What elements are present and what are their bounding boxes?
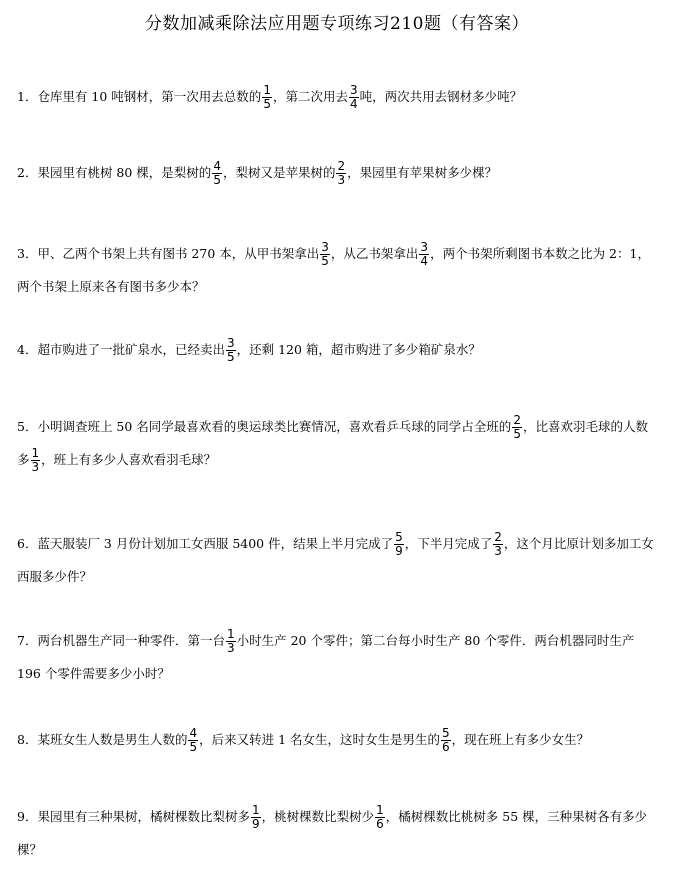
- fraction-numerator: 2: [513, 413, 521, 427]
- fraction: [262, 84, 272, 111]
- problem-text: 某班女生人数是男生人数的: [37, 732, 188, 747]
- fraction: [493, 531, 503, 558]
- problem-line: [17, 80, 665, 113]
- problem-text: ，班上有多少人喜欢看羽毛球？: [41, 452, 217, 467]
- fraction: [31, 447, 41, 474]
- problem-line: [17, 833, 665, 866]
- problem-text: 小时生产 20 个零件；第二台每小时生产 80 个零件．两台机器同时生产: [236, 633, 635, 648]
- document-title: 分数加减乘除法应用题专项练习210题（有答案）: [145, 14, 529, 34]
- problem-4: [17, 333, 665, 366]
- fraction-denominator: 3: [337, 173, 346, 187]
- problem-number: 1．: [17, 89, 38, 104]
- problem-text: ，现在班上有多少女生？: [451, 732, 590, 747]
- fraction-denominator: 3: [494, 544, 502, 558]
- problem-3: [17, 237, 665, 303]
- problem-text: ，从乙书架拿出: [330, 246, 419, 261]
- fraction-numerator: 1: [263, 83, 271, 97]
- problem-line: [17, 237, 665, 270]
- problem-5: [17, 410, 665, 476]
- problem-line: [17, 156, 665, 189]
- problem-text: 两台机器生产同一种零件．第一台: [37, 633, 225, 648]
- problem-text: ，桃树棵数比梨树少: [261, 809, 375, 824]
- fraction-numerator: 5: [442, 726, 450, 740]
- problem-line: [17, 410, 665, 443]
- fraction-denominator: 5: [513, 427, 521, 441]
- fraction-denominator: 9: [251, 817, 260, 831]
- fraction-denominator: 5: [226, 350, 235, 364]
- fraction-numerator: 2: [337, 159, 346, 173]
- problem-line: [17, 723, 665, 756]
- problem-text: ，两个书架所剩图书本数之比为 2：1，: [430, 246, 650, 261]
- fraction: [441, 727, 451, 754]
- problem-1: [17, 80, 665, 113]
- fraction: [226, 337, 236, 364]
- problem-text: ，这个月比原计划多加工女: [503, 536, 654, 551]
- fraction-denominator: 3: [226, 641, 235, 655]
- fraction: [394, 531, 404, 558]
- fraction: [419, 241, 429, 268]
- fraction-denominator: 6: [376, 817, 384, 831]
- problem-text: ，橘树棵数比桃树多 55 棵，三种果树各有多少: [385, 809, 648, 824]
- problem-text: 甲、乙两个书架上共有图书 270 本，从甲书架拿出: [37, 246, 320, 261]
- problem-7: [17, 624, 665, 690]
- fraction-numerator: 4: [213, 159, 221, 173]
- fraction-numerator: 1: [226, 627, 235, 641]
- problem-number: 2．: [17, 165, 38, 180]
- problem-number: 5．: [17, 419, 38, 434]
- problem-text: 196 个零件需要多少小时？: [17, 666, 170, 681]
- problem-text: ，梨树又是苹果树的: [222, 165, 336, 180]
- problem-line: [17, 800, 665, 833]
- problem-text: 吨，两次共用去钢材多少吨？: [359, 89, 523, 104]
- problem-text: 超市购进了一批矿泉水，已经卖出: [37, 342, 225, 357]
- fraction-numerator: 5: [395, 530, 403, 544]
- problem-line: [17, 657, 665, 690]
- problem-line: [17, 333, 665, 366]
- problem-2: [17, 156, 665, 189]
- problem-number: 8．: [17, 732, 38, 747]
- problem-text: ，第二次用去: [272, 89, 348, 104]
- fraction: [251, 804, 261, 831]
- fraction-numerator: 1: [31, 446, 40, 460]
- fraction-denominator: 9: [395, 544, 403, 558]
- fraction-denominator: 4: [420, 254, 429, 268]
- problem-text: ，还剩 120 箱，超市购进了多少箱矿泉水？: [236, 342, 481, 357]
- problem-9: [17, 800, 665, 866]
- problem-line: [17, 624, 665, 657]
- fraction: [226, 628, 236, 655]
- problem-6: [17, 527, 665, 593]
- problem-8: [17, 723, 665, 756]
- fraction-numerator: 1: [376, 803, 384, 817]
- problem-text: 两个书架上原来各有图书多少本？: [17, 279, 205, 294]
- problem-text: ，比喜欢羽毛球的人数: [522, 419, 648, 434]
- fraction-denominator: 4: [349, 97, 358, 111]
- problem-text: ，果园里有苹果树多少棵？: [347, 165, 498, 180]
- problem-text: ，下半月完成了: [404, 536, 493, 551]
- fraction: [212, 160, 222, 187]
- problem-line: [17, 527, 665, 560]
- fraction: [188, 727, 198, 754]
- fraction: [336, 160, 346, 187]
- problem-text: 棵？: [17, 842, 43, 857]
- fraction-numerator: 3: [349, 83, 358, 97]
- fraction-numerator: 1: [251, 803, 260, 817]
- problem-text: 果园里有三种果树，橘树棵数比梨树多: [37, 809, 250, 824]
- problem-text: 多: [17, 452, 30, 467]
- fraction-denominator: 5: [189, 740, 198, 754]
- fraction-numerator: 2: [494, 530, 502, 544]
- problem-line: [17, 443, 665, 476]
- problem-text: 仓库里有 10 吨钢材，第一次用去总数的: [37, 89, 262, 104]
- problem-text: 蓝天服装厂 3 月份计划加工女西服 5400 件，结果上半月完成了: [37, 536, 394, 551]
- problem-text: 果园里有桃树 80 棵，是梨树的: [37, 165, 212, 180]
- problem-text: ，后来又转进 1 名女生，这时女生是男生的: [199, 732, 441, 747]
- fraction-numerator: 4: [189, 726, 198, 740]
- problem-number: 4．: [17, 342, 38, 357]
- problem-number: 3．: [17, 246, 38, 261]
- fraction: [512, 414, 522, 441]
- fraction-denominator: 3: [31, 460, 40, 474]
- fraction: [320, 241, 330, 268]
- fraction-denominator: 5: [321, 254, 329, 268]
- fraction-denominator: 5: [263, 97, 271, 111]
- problem-line: [17, 270, 665, 303]
- fraction-numerator: 3: [420, 240, 429, 254]
- problem-text: 小明调查班上 50 名同学最喜欢看的奥运球类比赛情况，喜欢看乒乓球的同学占全班的: [37, 419, 512, 434]
- fraction-numerator: 3: [321, 240, 329, 254]
- problem-number: 7．: [17, 633, 38, 648]
- problem-line: [17, 560, 665, 593]
- fraction-denominator: 6: [442, 740, 450, 754]
- fraction-numerator: 3: [226, 336, 235, 350]
- problem-text: 西服多少件？: [17, 569, 93, 584]
- fraction: [375, 804, 385, 831]
- fraction-denominator: 5: [213, 173, 221, 187]
- problem-number: 9．: [17, 809, 38, 824]
- problem-number: 6．: [17, 536, 38, 551]
- fraction: [349, 84, 359, 111]
